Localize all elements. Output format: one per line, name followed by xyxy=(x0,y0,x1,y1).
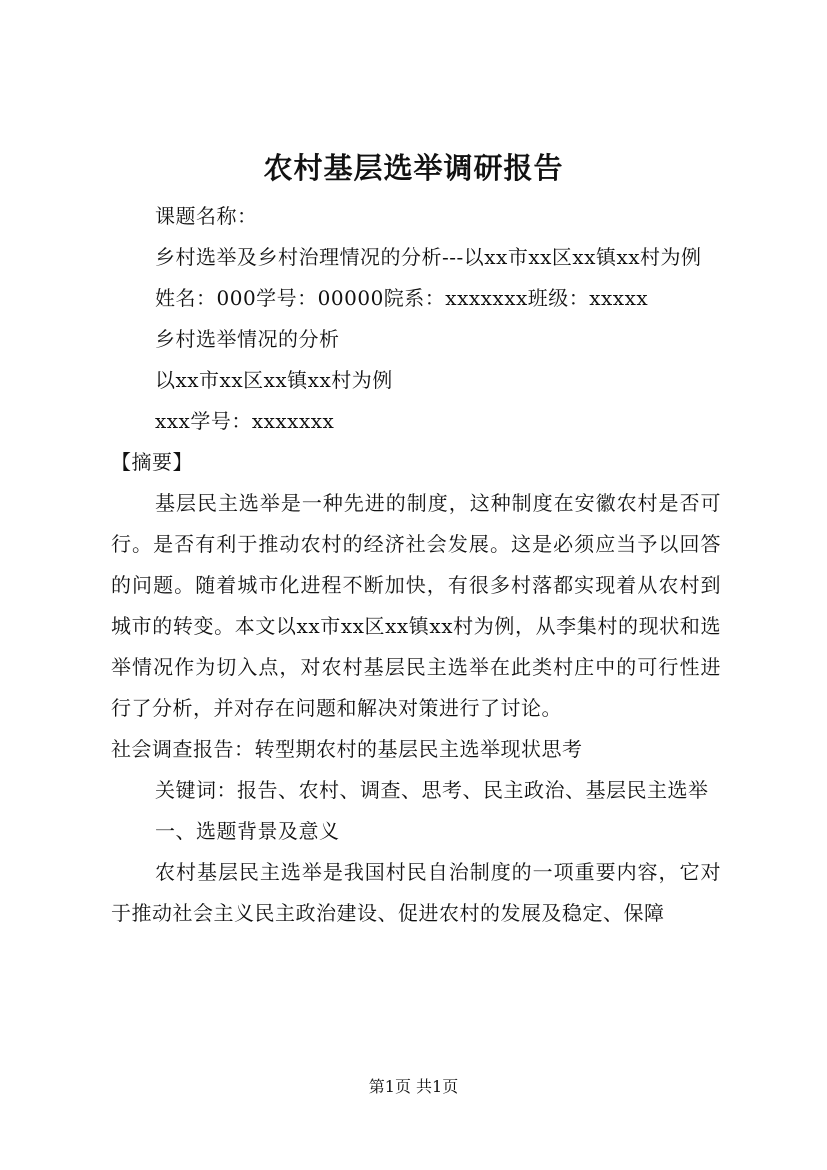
page-footer: 第1页 共1页 xyxy=(368,1077,459,1096)
paragraph-subtitle-example: 以xx市xx区xx镇xx村为例 xyxy=(155,368,393,392)
paragraph-student-id: xxx学号：xxxxxxx xyxy=(155,409,335,433)
paragraph-topic-label: 课题名称： xyxy=(155,204,258,228)
keywords-paragraph: 关键词：报告、农村、调查、思考、民主政治、基层民主选举 xyxy=(155,778,709,802)
paragraph-student-info: 姓名：000学号：00000院系：xxxxxxx班级：xxxxx xyxy=(155,286,649,310)
section-heading: 一、选题背景及意义 xyxy=(155,819,340,843)
paragraph-subtitle: 乡村选举情况的分析 xyxy=(155,327,340,351)
paragraph-report-title: 社会调查报告：转型期农村的基层民主选举现状思考 xyxy=(111,737,583,761)
section-paragraph: 农村基层民主选举是我国村民自治制度的一项重要内容，它对于推动社会主义民主政治建设、促进农村的发展及稳定、保障 xyxy=(111,860,721,925)
document-title: 农村基层选举调研报告 xyxy=(263,151,564,185)
document-body xyxy=(111,196,721,934)
paragraph-topic-name: 乡村选举及乡村治理情况的分析---以xx市xx区xx镇xx村为例 xyxy=(155,245,702,269)
abstract-heading: 【摘要】 xyxy=(111,450,193,474)
abstract-paragraph: 基层民主选举是一种先进的制度，这种制度在安徽农村是否可行。是否有利于推动农村的经济社会发展。这是必须应当予以回答的问题。随着城市化进程不断加快，有很多村落都实现着从农村到城市的转变。本文以xx市xx区xx镇xx村为例，从李集村的现状和选举情况作为切入点，对农村基层民主选举在此类村庄中的可行性进行了分析，并对存在问题和解决对策进行了讨论。 xyxy=(111,491,721,720)
